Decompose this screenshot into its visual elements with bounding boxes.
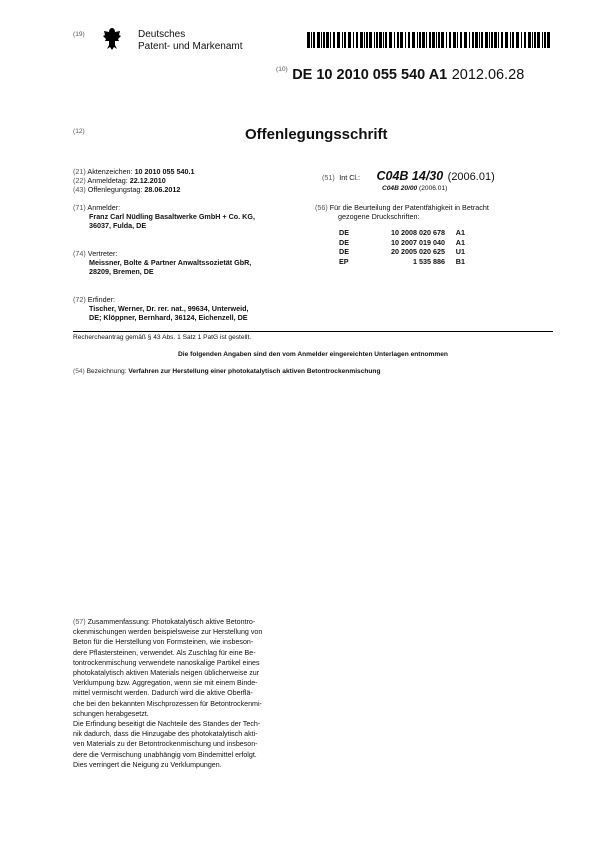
cited-documents: (56) Für die Beurteilung der Patentfähigkeit in Betracht gezogene Druckschriften: DE 10 2008 020 678 A1 DE 10 2007 019 040 A1 DE 20 2005 020 625 U1 EP 1 535 886 B1 bbox=[315, 203, 555, 266]
citation-number: 1 535 886 bbox=[413, 256, 445, 266]
inventor: (72) Erfinder: Tischer, Werner, Dr. rer. nat., 99634, Unterweid, DE; Klöppner, Bernhard, 36124, Eichenzell, DE bbox=[73, 295, 249, 323]
citation-country: DE bbox=[339, 237, 349, 247]
abstract-line: schungen herabgesetzt. bbox=[73, 709, 149, 718]
abstract-line: Beton für die Herstellung von Formsteinen, wie insbeson- bbox=[73, 638, 254, 647]
abstract-line: Die Erfindung beseitigt die Nachteile des Standes der Tech- bbox=[73, 720, 261, 729]
publication-day: (43) Offenlegungstag: 28.06.2012 bbox=[73, 185, 181, 195]
separator-line bbox=[73, 331, 553, 332]
abstract-line: tontrockenmischung verwendete nanoskalige Partikel eines bbox=[73, 658, 260, 667]
document-type: Offenlegungsschrift bbox=[245, 126, 388, 143]
citation-number: 20 2005 020 625 bbox=[391, 247, 445, 257]
citation-row bbox=[339, 238, 555, 247]
applicant: (71) Anmelder: Franz Carl Nüdling Basaltwerke GmbH + Co. KG, 36037, Fulda, DE bbox=[73, 203, 255, 231]
citation-country: EP bbox=[339, 256, 349, 266]
office-name: Deutsches Patent- und Markenamt bbox=[138, 29, 243, 52]
abstract-line: dere Pflastersteinen, verwendet. Als Zuschlag für eine Be- bbox=[73, 648, 256, 657]
citation-kind: U1 bbox=[455, 247, 465, 257]
inid-code-19: (19) bbox=[73, 31, 85, 38]
citation-country: DE bbox=[339, 247, 349, 257]
citation-country: DE bbox=[339, 228, 349, 238]
abstract-line: photokatalytisch aktiven Materials neigen üblicherweise zur bbox=[73, 669, 260, 678]
publication-number: DE 10 2010 055 540 A1 bbox=[292, 67, 448, 83]
citation-row bbox=[339, 247, 555, 256]
barcode-icon bbox=[307, 32, 553, 48]
abstract-line: nik dadurch, dass die Hinzugabe des photokatalytisch akti- bbox=[73, 730, 258, 739]
abstract-line: (57) Zusammenfassung: Photokatalytisch aktive Betontro- bbox=[73, 618, 256, 626]
abstract-line: ckenmischungen werden beispielsweise zur Herstellung von bbox=[73, 628, 263, 637]
filing-date: (22) Anmeldetag: 22.12.2010 bbox=[73, 176, 166, 186]
publication-date: 2012.06.28 bbox=[451, 67, 525, 83]
ipc-classification: (51) Int Cl.: C04B 14/30 (2006.01) C04B 20/00 (2006.01) bbox=[322, 169, 495, 192]
abstract-line: dere die Vermischung unabhängig vom Bindemittel erfolgt. bbox=[73, 750, 257, 759]
abstract-line: ven Materials zu der Betontrockenmischung und insbeson- bbox=[73, 740, 258, 749]
biblio-left bbox=[73, 167, 311, 195]
ipc-main-class: C04B 14/30 bbox=[376, 169, 444, 183]
citation-row bbox=[339, 257, 555, 266]
abstract-line: Dies verringert die Neigung zu Verklumpungen. bbox=[73, 760, 222, 769]
citation-kind: A1 bbox=[455, 237, 465, 247]
ipc-sub-class: C04B 20/00 bbox=[382, 185, 418, 192]
abstract-line: Verklumpung bzw. Aggregation, wenn sie mit einem Binde- bbox=[73, 679, 258, 688]
invention-title: (54) Bezeichnung: Verfahren zur Herstellung einer photokatalytisch aktiven Betontrockenmischung bbox=[73, 368, 381, 375]
citation-number: 10 2007 019 040 bbox=[391, 237, 445, 247]
citation-row bbox=[339, 228, 555, 237]
publication-number-line: $^{(10)}$ DE 10 2010 055 540 A1 2012.06.28 bbox=[276, 66, 525, 83]
citation-kind: B1 bbox=[455, 256, 465, 266]
inid-code-12: (12) bbox=[73, 128, 85, 135]
abstract bbox=[73, 617, 313, 770]
application-number: (21) Aktenzeichen: 10 2010 055 540.1 bbox=[73, 167, 195, 176]
abstract-line: che bei den bekannten Mischprozessen für Betontrockenmi- bbox=[73, 699, 262, 708]
federal-eagle-icon bbox=[101, 26, 123, 52]
abstract-line: mittel vermischt werden. Dadurch wird die aktive Oberflä- bbox=[73, 689, 253, 698]
search-request-note: Rechercheantrag gemäß § 43 Abs. 1 Satz 1 PatG ist gestellt. bbox=[73, 334, 252, 341]
citation-number: 10 2008 020 678 bbox=[391, 228, 445, 238]
representative: (74) Vertreter: Meissner, Bolte & Partner Anwaltssozietät GbR, 28209, Bremen, DE bbox=[73, 249, 252, 277]
applicant-data-note: Die folgenden Angaben sind den vom Anmelder eingereichten Unterlagen entnommen bbox=[178, 351, 448, 358]
citation-kind: A1 bbox=[455, 228, 465, 238]
